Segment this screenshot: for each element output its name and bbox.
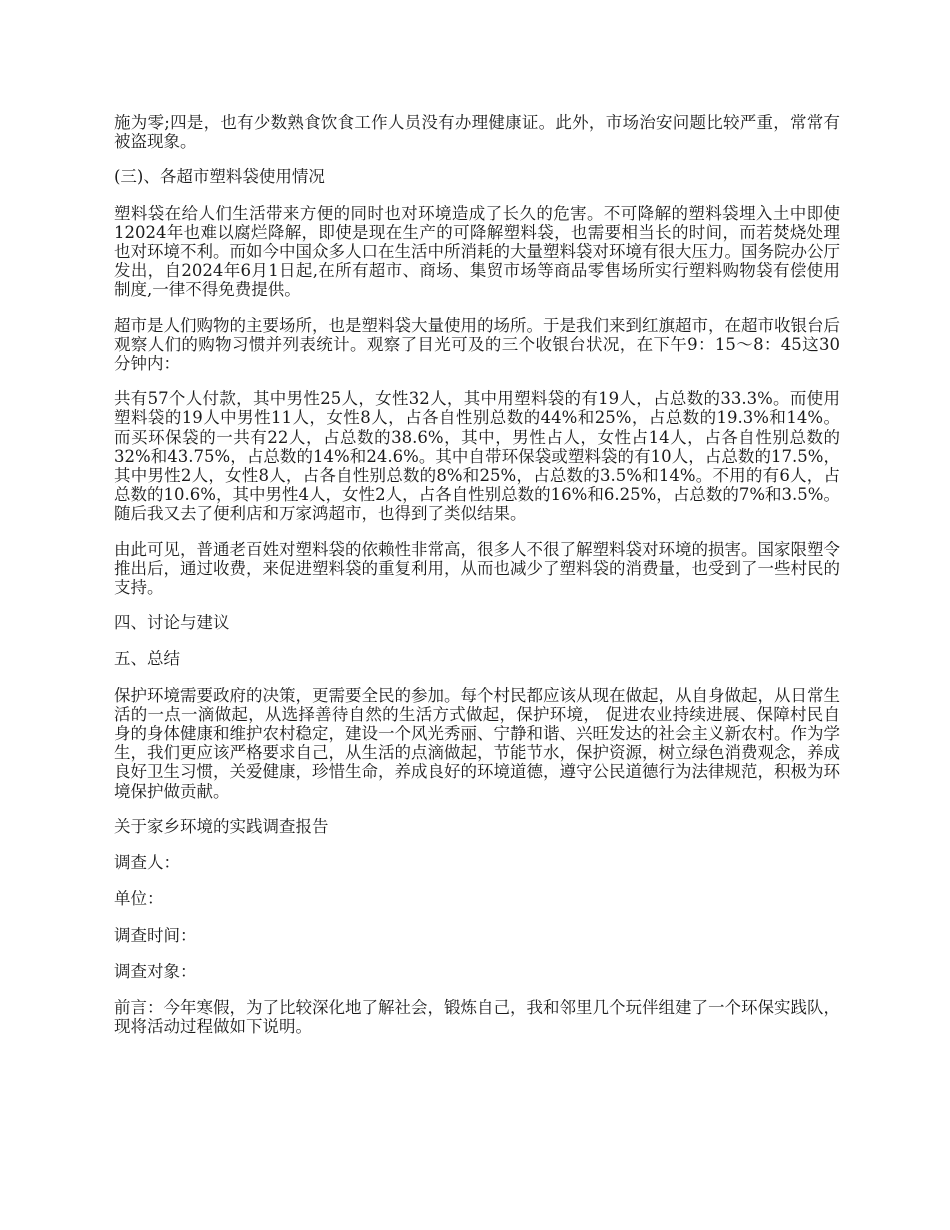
field-unit: 单位：	[114, 889, 164, 909]
paragraph-summary: 保护环境需要政府的决策，更需要全民的参加。每个村民都应该从现在做起，从自身做起，从日常生活的一点一滴做起，从选择善待自然的生活方式做起，保护环境， 促进农业持续进展、保障村民自身的身体健康和维护农村稳定，建设一个风光秀丽、宁静和谐、兴旺发达的社会主义新农村。作为学生，我们更应该严格要求自己，从生活的点滴做起，节能节水，保护资源，树立绿色消费观念，养成良好卫生习惯，关爱健康，珍惜生命，养成良好的环境道德，遵守公民道德行为法律规范，积极为环境保护做贡献。	[114, 685, 840, 801]
section-heading-discussion: 四、讨论与建议	[114, 613, 230, 633]
paragraph-preface: 前言：今年寒假，为了比较深化地了解社会，锻炼自己，我和邻里几个玩伴组建了一个环保实践队，现将活动过程做如下说明。	[114, 997, 840, 1037]
paragraph-market-issues: 施为零;四是，也有少数熟食饮食工作人员没有办理健康证。此外，市场治安问题比较严重，常常有被盗现象。	[114, 113, 840, 152]
paragraph-conclusion-dependency: 由此可见，普通老百姓对塑料袋的依赖性非常高，很多人不很了解塑料袋对环境的损害。国家限塑令推出后，通过收费，来促进塑料袋的重复利用，从而也减少了塑料袋的消费量，也受到了一些村民的支持。	[114, 539, 840, 598]
field-investigator: 调查人：	[114, 853, 180, 873]
paragraph-plastic-harm: 塑料袋在给人们生活带来方便的同时也对环境造成了长久的危害。不可降解的塑料袋埋入土中即使12024年也难以腐烂降解，即使是现在生产的可降解塑料袋，也需要相当长的时间，而若焚烧处理也对环境不利。而如今中国众多人口在生活中所消耗的大量塑料袋对环境有很大压力。国务院办公厅发出，自2024年6月1日起,在所有超市、商场、集贸市场等商品零售场所实行塑料购物袋有偿使用制度,一律不得免费提供。	[114, 203, 840, 300]
report-title: 关于家乡环境的实践调查报告	[114, 816, 329, 836]
field-investigation-time: 调查时间：	[114, 925, 197, 945]
document-body	[114, 113, 840, 1052]
paragraph-statistics: 共有57个人付款，其中男性25人，女性32人，其中用塑料袋的有19人，占总数的33.3%。而使用塑料袋的19人中男性11人，女性8人，占各自性别总数的44%和25%，占总数的19.3%和14%。而买环保袋的一共有22人，占总数的38.6%，其中，男性占人，女性占14人，占各自性别总数的32%和43.75%，占总数的14%和24.6%。其中自带环保袋或塑料袋的有10人，占总数的17.5%，其中男性2人，女性8人，占各自性别总数的8%和25%，占总数的3.5%和14%。不用的有6人，占总数的10.6%，其中男性4人，女性2人，占各自性别总数的16%和6.25%，占总数的7%和3.5%。随后我又去了便利店和万家鸿超市，也得到了类似结果。	[114, 389, 840, 524]
field-investigation-subject: 调查对象：	[114, 961, 197, 981]
section-heading-summary: 五、总结	[114, 649, 180, 669]
section-heading-plastic-bags: (三)、各超市塑料袋使用情况	[114, 167, 325, 187]
paragraph-supermarket-observation: 超市是人们购物的主要场所，也是塑料袋大量使用的场所。于是我们来到红旗超市，在超市收银台后观察人们的购物习惯并列表统计。观察了目光可及的三个收银台状况，在下午9：15～8：45这30分钟内：	[114, 315, 840, 374]
